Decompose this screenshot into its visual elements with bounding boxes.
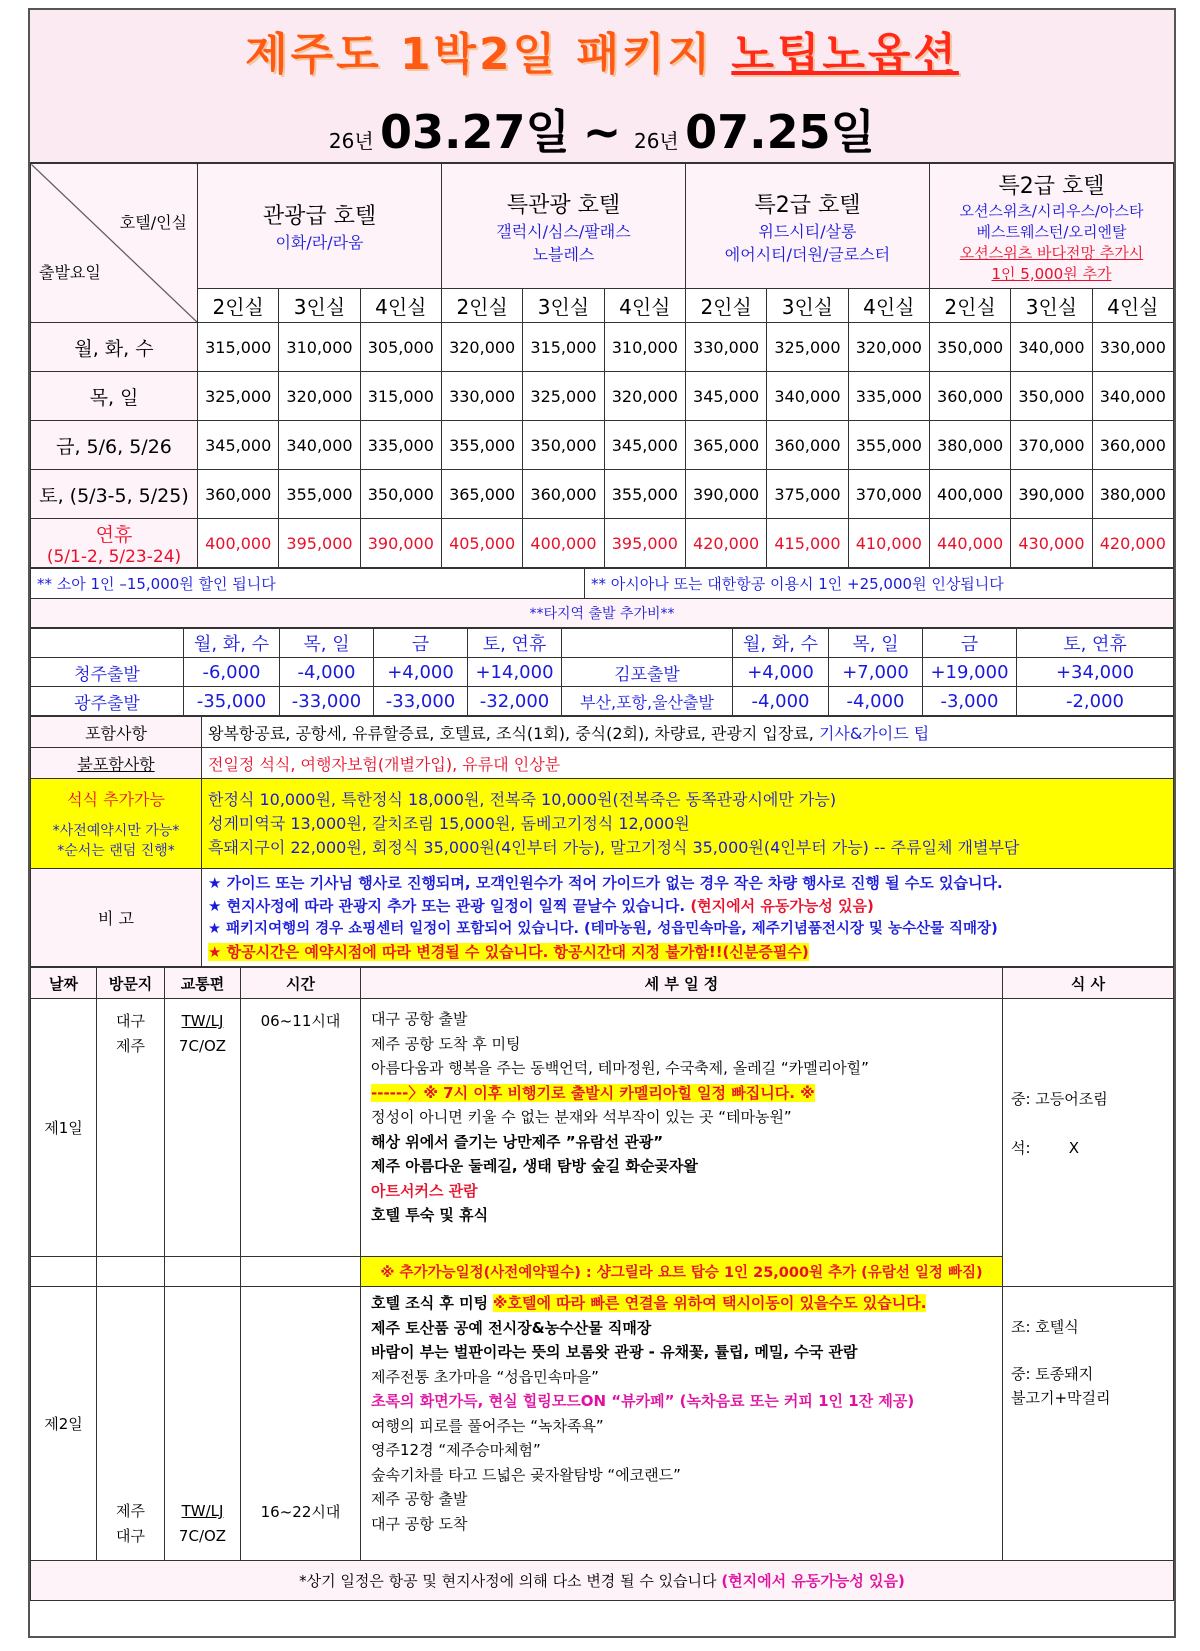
transport: 7C/OZ — [178, 1036, 227, 1055]
package-sheet — [28, 8, 1176, 1638]
price-cell: 320,000 — [604, 372, 685, 421]
table-corner — [31, 164, 198, 323]
departure-city: 광주출발 — [31, 687, 184, 716]
transport: TW/LJ — [181, 1502, 224, 1520]
price-cell: 375,000 — [767, 470, 848, 519]
price-cell: 395,000 — [279, 519, 360, 568]
departure-day-label: 월, 화, 수 — [31, 323, 198, 372]
day1-meals — [1003, 999, 1174, 1287]
room-type: 4인실 — [604, 289, 685, 323]
price-row — [31, 519, 1174, 568]
departure-city: 부산,포항,울산출발 — [562, 687, 733, 716]
price-cell: 355,000 — [279, 470, 360, 519]
day1-row — [31, 999, 1174, 1257]
price-row — [31, 421, 1174, 470]
price-cell: 440,000 — [929, 519, 1010, 568]
room-type: 2인실 — [929, 289, 1010, 323]
room-type: 3인실 — [523, 289, 604, 323]
day-header: 토, 연휴 — [468, 629, 562, 658]
hotel-list: 위드시티/살롱 — [758, 221, 857, 241]
hotel-note-2: 1인 5,000원 추가 — [991, 264, 1112, 283]
price-cell: 350,000 — [523, 421, 604, 470]
day2-row — [31, 1287, 1174, 1561]
day1-extra-row — [31, 1257, 1174, 1287]
dinner-label-cell — [31, 779, 202, 869]
departure-city: 청주출발 — [31, 658, 184, 687]
price-cell: 415,000 — [767, 519, 848, 568]
price-cell: 410,000 — [848, 519, 929, 568]
price-cell: 405,000 — [441, 519, 522, 568]
surcharge-value: +4,000 — [374, 658, 468, 687]
surcharge-header-row — [31, 629, 1174, 658]
price-cell: 345,000 — [604, 421, 685, 470]
col-time: 시간 — [241, 968, 361, 999]
included-text — [202, 717, 1174, 748]
dinner-option-line: 성게미역국 13,000원, 갈치조림 15,000원, 돔베고기정식 12,000원 — [208, 813, 690, 833]
surcharge-table — [30, 628, 1174, 716]
date-range — [30, 96, 1174, 162]
place: 대구 — [116, 1526, 145, 1545]
included-label: 포함사항 — [31, 717, 202, 748]
price-cell: 350,000 — [1011, 372, 1092, 421]
price-cell: 315,000 — [523, 323, 604, 372]
itinerary-line: 호텔 조식 후 미팅 — [371, 1294, 489, 1312]
surcharge-value: +7,000 — [829, 658, 923, 687]
included-tip: 기사&가이드 팁 — [818, 723, 930, 743]
surcharge-value: -4,000 — [829, 687, 923, 716]
day2-transport — [165, 1287, 241, 1561]
included-items: 왕복항공료, 공항세, 유류할증료, 호텔료, 조식(1회), 중식(2회), 차량료, 관광지 입장료, — [208, 723, 814, 743]
price-cell: 325,000 — [198, 372, 279, 421]
price-cell: 400,000 — [523, 519, 604, 568]
price-cell: 365,000 — [441, 470, 522, 519]
surcharge-value: +34,000 — [1017, 658, 1174, 687]
hotel-list-2: 에어시티/더원/글로스터 — [724, 244, 891, 264]
day1-detail — [361, 999, 1003, 1257]
price-cell: 335,000 — [848, 372, 929, 421]
hotel-list: 오션스위츠/시리우스/아스타 — [959, 201, 1144, 220]
day-header: 토, 연휴 — [1017, 629, 1174, 658]
meal: 중: 고등어조림 — [1011, 1090, 1108, 1108]
itinerary-line: 대구 공항 도착 — [371, 1514, 468, 1533]
col-meal: 식 사 — [1003, 968, 1174, 999]
price-cell: 400,000 — [929, 470, 1010, 519]
room-type: 2인실 — [685, 289, 766, 323]
price-cell: 355,000 — [441, 421, 522, 470]
hotel-note: 오션스위츠 바다전망 추가시 — [959, 243, 1144, 262]
surcharge-value: +19,000 — [923, 658, 1017, 687]
itinerary-line: 아트서커스 관람 — [371, 1181, 478, 1200]
departure-day-label — [31, 519, 198, 568]
remark-lines — [202, 869, 1174, 967]
price-notes — [30, 568, 1174, 628]
day-header: 금 — [374, 629, 468, 658]
itinerary-line: 제주 공항 출발 — [371, 1490, 468, 1508]
room-type: 2인실 — [441, 289, 522, 323]
day2-time — [241, 1287, 361, 1561]
start-date: 03.27일 — [380, 105, 570, 159]
schedule-header-row — [31, 968, 1174, 999]
col-detail: 세 부 일 정 — [361, 968, 1003, 999]
price-cell: 400,000 — [198, 519, 279, 568]
price-cell: 360,000 — [523, 470, 604, 519]
surcharge-value: -32,000 — [468, 687, 562, 716]
price-cell: 365,000 — [685, 421, 766, 470]
surcharge-row — [31, 658, 1174, 687]
room-type-row — [31, 289, 1174, 323]
price-cell: 345,000 — [198, 421, 279, 470]
room-type: 2인실 — [198, 289, 279, 323]
itinerary-line: 아름다움과 행복을 주는 동백언덕, 테마정원, 수국축제, 올레길 “카멜리아힐” — [371, 1059, 869, 1077]
itinerary-line: 제주 아름다운 둘레길, 생태 탐방 숲길 화순곶자왈 — [371, 1157, 698, 1175]
price-cell: 315,000 — [198, 323, 279, 372]
surcharge-value: +4,000 — [733, 658, 829, 687]
price-cell: 310,000 — [604, 323, 685, 372]
day-header: 월, 화, 수 — [184, 629, 280, 658]
price-cell: 330,000 — [1092, 323, 1173, 372]
price-cell: 315,000 — [360, 372, 441, 421]
surcharge-value: -3,000 — [923, 687, 1017, 716]
price-cell: 340,000 — [1011, 323, 1092, 372]
meal: 중: 토종돼지 — [1011, 1364, 1094, 1383]
hotel-name: 관광급 호텔 — [262, 204, 377, 229]
price-cell: 340,000 — [767, 372, 848, 421]
price-cell: 360,000 — [929, 372, 1010, 421]
surcharge-value: -35,000 — [184, 687, 280, 716]
itinerary-line-warning: ※호텔에 따라 빠른 연결을 위하여 택시이동이 있을수도 있습니다. — [492, 1294, 927, 1312]
itinerary-line: 바람이 부는 벌판이라는 뜻의 보롬왓 관광 - 유채꽃, 튤립, 메밀, 수국 관람 — [371, 1343, 858, 1361]
room-type: 3인실 — [279, 289, 360, 323]
col-date: 날짜 — [31, 968, 97, 999]
price-cell: 320,000 — [279, 372, 360, 421]
day2-meals — [1003, 1287, 1174, 1561]
hotel-header-3 — [685, 164, 929, 289]
price-row — [31, 372, 1174, 421]
price-cell: 360,000 — [767, 421, 848, 470]
itinerary-line-warning: ------〉※ 7시 이후 비행기로 출발시 카멜리아힐 일정 빠집니다. ※ — [371, 1083, 815, 1102]
day-header: 금 — [923, 629, 1017, 658]
header — [30, 10, 1174, 163]
day2-places — [97, 1287, 165, 1561]
room-type: 4인실 — [360, 289, 441, 323]
meal: 불고기+막걸리 — [1011, 1389, 1111, 1407]
place: 제주 — [116, 1502, 145, 1520]
surcharge-row — [31, 687, 1174, 716]
price-cell: 320,000 — [848, 323, 929, 372]
surcharge-value: -2,000 — [1017, 687, 1174, 716]
price-row — [31, 323, 1174, 372]
room-type: 3인실 — [767, 289, 848, 323]
excluded-text: 전일정 석식, 여행자보험(개별가입), 유류대 인상분 — [202, 748, 1174, 779]
date-tilde: ~ — [582, 105, 622, 159]
child-discount-note: ** 소아 1인 –15,000원 할인 됩니다 — [31, 569, 585, 599]
footer-note: *상기 일정은 항공 및 현지사정에 의해 다소 변경 될 수 있습니다 — [299, 1572, 717, 1590]
end-date: 07.25일 — [685, 105, 876, 159]
meal: 석: X — [1011, 1138, 1079, 1157]
price-cell: 355,000 — [848, 421, 929, 470]
departure-day-label: 목, 일 — [31, 372, 198, 421]
departure-city: 김포출발 — [562, 658, 733, 687]
dinner-option-line: 흑돼지구이 22,000원, 회정식 35,000원(4인부터 가능), 말고기정식 35,000원(4인부터 가능) -- 주류일체 개별부담 — [208, 837, 1020, 857]
hotel-header-1 — [198, 164, 442, 289]
price-cell: 360,000 — [198, 470, 279, 519]
footer-note-red: (현지에서 유동가능성 있음) — [721, 1572, 905, 1590]
corner-label-hotel: 호텔/인실 — [119, 213, 187, 232]
itinerary-line: 초록의 화면가득, 현실 힐링모드ON “뷰카페” (녹차음료 또는 커피 1인 1잔 제공) — [371, 1392, 915, 1410]
place: 대구 — [116, 1012, 145, 1030]
itinerary-line: 제주 토산품 공예 전시장&농수산물 직매장 — [371, 1318, 652, 1337]
page-title — [30, 10, 1174, 82]
title-highlight: 노팁노옵션 — [731, 29, 959, 80]
hotel-header-4 — [929, 164, 1173, 289]
surcharge-value: -6,000 — [184, 658, 280, 687]
title-main: 제주도 1박2일 패키지 — [245, 29, 714, 80]
day-label: 제2일 — [31, 1287, 97, 1561]
price-cell: 310,000 — [279, 323, 360, 372]
price-cell: 360,000 — [1092, 421, 1173, 470]
day-header: 목, 일 — [829, 629, 923, 658]
itinerary-line: 영주12경 “제주승마체험” — [371, 1441, 541, 1459]
surcharge-value: -33,000 — [374, 687, 468, 716]
price-cell: 395,000 — [604, 519, 685, 568]
day-label: 제1일 — [31, 999, 97, 1257]
price-row — [31, 470, 1174, 519]
row-label: 연휴 — [95, 523, 133, 546]
transport: 7C/OZ — [178, 1526, 227, 1545]
hotel-list-2: 베스트웨스턴/오리엔탈 — [976, 222, 1127, 241]
price-cell: 430,000 — [1011, 519, 1092, 568]
price-cell: 380,000 — [929, 421, 1010, 470]
transport: TW/LJ — [181, 1012, 224, 1030]
price-cell: 350,000 — [929, 323, 1010, 372]
surcharge-value: -33,000 — [280, 687, 374, 716]
room-type: 4인실 — [1092, 289, 1173, 323]
surcharge-title: **타지역 출발 추가비** — [31, 599, 1174, 628]
time: 06~11시대 — [260, 1012, 341, 1030]
corner-label-day: 출발요일 — [39, 263, 101, 282]
dinner-note-2: *순서는 랜덤 진행* — [57, 843, 175, 859]
price-cell: 325,000 — [523, 372, 604, 421]
remark-label: 비 고 — [31, 869, 202, 967]
info-table — [30, 716, 1174, 967]
excluded-label: 불포함사항 — [31, 748, 202, 779]
dinner-note-1: *사전예약시만 가능* — [52, 823, 180, 839]
price-cell: 390,000 — [685, 470, 766, 519]
hotel-list: 이화/라/라움 — [275, 233, 364, 252]
price-cell: 325,000 — [767, 323, 848, 372]
schedule-footer — [31, 1561, 1174, 1601]
surcharge-value: +14,000 — [468, 658, 562, 687]
end-year: 26년 — [633, 129, 679, 153]
remark-line-highlight: ★ 항공시간은 예약시점에 따라 변경될 수 있습니다. 항공시간대 지정 불가함!!(신분증필수) — [208, 942, 809, 961]
itinerary-line: 제주 공항 도착 후 미팅 — [371, 1034, 521, 1053]
price-cell: 420,000 — [685, 519, 766, 568]
dinner-option-line: 한정식 10,000원, 특한정식 18,000원, 전복죽 10,000원(전복죽은 동쪽관광시에만 가능) — [208, 789, 837, 809]
itinerary-line: 정성이 아니면 키울 수 없는 분재와 석부작이 있는 곳 “테마농원” — [371, 1108, 792, 1126]
remark-line-red: (현지에서 유동가능성 있음) — [690, 896, 874, 915]
price-cell: 340,000 — [279, 421, 360, 470]
day-header: 목, 일 — [280, 629, 374, 658]
price-cell: 350,000 — [360, 470, 441, 519]
hotel-header-2 — [441, 164, 685, 289]
row-label-2: (5/1-2, 5/23-24) — [46, 546, 182, 567]
price-cell: 320,000 — [441, 323, 522, 372]
day-header: 월, 화, 수 — [733, 629, 829, 658]
remark-line: ★ 가이드 또는 기사님 행사로 진행되며, 모객인원수가 적어 가이드가 없는 경우 작은 차량 행사로 진행 될 수도 있습니다. — [208, 873, 1003, 892]
hotel-list-2: 노블레스 — [532, 244, 595, 264]
schedule-table — [30, 967, 1174, 1601]
hotel-name: 특2급 호텔 — [754, 192, 861, 218]
itinerary-line: 여행의 피로를 풀어주는 “녹차족욕” — [371, 1416, 604, 1435]
airline-surcharge-note: ** 아시아나 또는 대한항공 이용시 1인 +25,000원 인상됩니다 — [585, 569, 1174, 599]
price-cell: 305,000 — [360, 323, 441, 372]
itinerary-line: 숲속기차를 타고 드넓은 곶자왈탐방 “에코랜드” — [371, 1465, 681, 1484]
price-cell: 335,000 — [360, 421, 441, 470]
place: 제주 — [116, 1036, 145, 1055]
remark-line: ★ 패키지여행의 경우 쇼핑센터 일정이 포함되어 있습니다. (테마농원, 성읍민속마을, 제주기념품전시장 및 농수산물 직매장) — [208, 920, 998, 937]
price-cell: 330,000 — [685, 323, 766, 372]
itinerary-line: 대구 공항 출발 — [371, 1010, 468, 1028]
room-type: 4인실 — [848, 289, 929, 323]
day2-detail — [361, 1287, 1003, 1561]
room-type: 3인실 — [1011, 289, 1092, 323]
price-cell: 370,000 — [1011, 421, 1092, 470]
departure-day-label: 금, 5/6, 5/26 — [31, 421, 198, 470]
day1-places — [97, 999, 165, 1257]
price-cell: 420,000 — [1092, 519, 1173, 568]
day1-time — [241, 999, 361, 1257]
col-transport: 교통편 — [165, 968, 241, 999]
price-cell: 380,000 — [1092, 470, 1173, 519]
schedule-footer-row — [31, 1561, 1174, 1601]
remark-line: ★ 현지사정에 따라 관광지 추가 또는 관광 일정이 일찍 끝날수 있습니다. — [208, 896, 686, 915]
departure-day-label: 토, (5/3-5, 5/25) — [31, 470, 198, 519]
itinerary-line: 제주전통 초가마을 “성읍민속마을” — [371, 1367, 599, 1386]
hotel-name: 특2급 호텔 — [998, 173, 1105, 199]
price-cell: 370,000 — [848, 470, 929, 519]
col-place: 방문지 — [97, 968, 165, 999]
price-cell: 330,000 — [441, 372, 522, 421]
hotel-name: 특관광 호텔 — [506, 192, 621, 218]
price-cell: 345,000 — [685, 372, 766, 421]
itinerary-line: 호텔 투숙 및 휴식 — [371, 1206, 489, 1224]
hotel-list: 갤럭시/심스/팔래스 — [496, 221, 631, 241]
price-cell: 390,000 — [1011, 470, 1092, 519]
day1-transport — [165, 999, 241, 1257]
price-cell: 340,000 — [1092, 372, 1173, 421]
price-table — [30, 163, 1174, 568]
itinerary-line: 해상 위에서 즐기는 낭만제주 ”유람선 관광” — [371, 1132, 664, 1151]
optional-extra: ※ 추가가능일정(사전예약필수) : 샹그릴라 요트 탑승 1인 25,000원 추가 (유람선 일정 빠짐) — [361, 1257, 1003, 1287]
start-year: 26년 — [328, 129, 374, 153]
dinner-options — [202, 779, 1174, 869]
meal: 조: 호텔식 — [1011, 1318, 1079, 1336]
dinner-label: 석식 추가가능 — [67, 790, 165, 809]
surcharge-value: -4,000 — [733, 687, 829, 716]
surcharge-value: -4,000 — [280, 658, 374, 687]
price-cell: 390,000 — [360, 519, 441, 568]
price-cell: 355,000 — [604, 470, 685, 519]
time: 16~22시대 — [260, 1502, 341, 1521]
